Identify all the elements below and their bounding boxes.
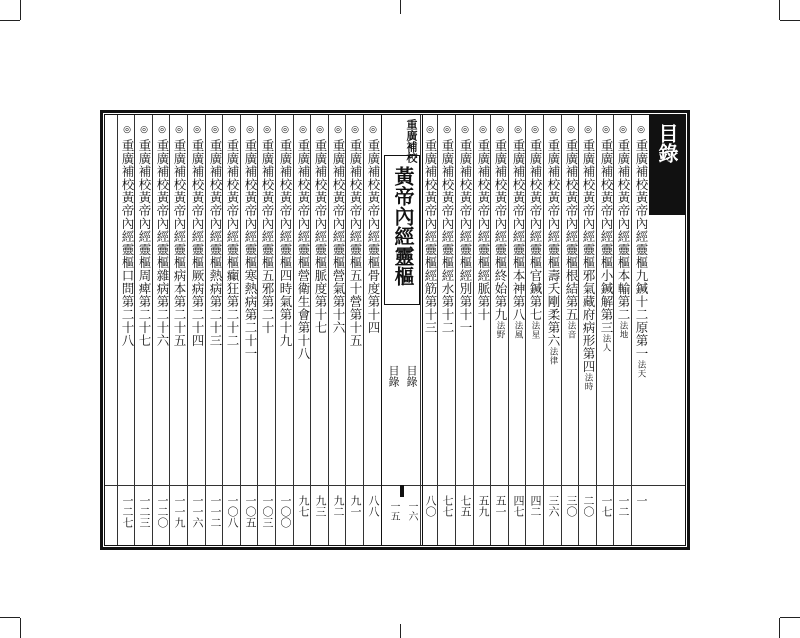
bullet-icon: ◎ [602, 125, 610, 135]
toc-entry[interactable] [257, 115, 275, 546]
toc-entry-title-group [277, 139, 293, 347]
toc-entry[interactable] [363, 115, 381, 546]
toc-entry-title: 重廣補校黃帝內經靈樞壽夭剛柔第六 [546, 139, 561, 347]
center-spine-column [381, 115, 423, 546]
toc-entry[interactable] [525, 115, 543, 546]
toc-entry-note: 法風 [513, 321, 523, 339]
crop-mark [780, 20, 800, 21]
toc-entry-title: 重廣補校黃帝內經靈樞九鍼十二原第一 [634, 139, 649, 360]
toc-entry-note: 法天 [636, 360, 646, 378]
center-page-numbers [384, 501, 420, 531]
toc-entry-title: 重廣補校黃帝內經靈樞小鍼解第三 [599, 139, 614, 334]
toc-entry-page: 一二〇 [156, 495, 169, 528]
toc-entry-page: 八〇 [424, 495, 437, 517]
toc-entry-page: 一二七 [121, 495, 134, 528]
toc-entry-page: 四七 [512, 495, 525, 517]
toc-entry-title: 重廣補校黃帝內經靈樞根結第五 [564, 139, 579, 321]
toc-entry-note: 法野 [495, 321, 505, 339]
toc-entry-title: 重廣補校黃帝內經靈樞五邪第二十 [260, 139, 275, 334]
toc-entry-title-group [154, 139, 170, 347]
toc-entry-title-group [492, 139, 508, 339]
toc-entry-page: 三〇 [565, 495, 578, 517]
toc-entry-note: 法律 [548, 347, 558, 365]
crop-mark [20, 618, 21, 638]
section-label-right: 目錄 [387, 365, 400, 387]
toc-entry-title-group [475, 139, 491, 321]
toc-entry[interactable] [240, 115, 258, 546]
toc-entry-page: 一一九 [173, 495, 186, 528]
bullet-icon: ◎ [637, 125, 645, 135]
bullet-icon: ◎ [461, 125, 469, 135]
bullet-icon: ◎ [584, 125, 592, 135]
toc-entry-title-group [295, 139, 311, 360]
toc-entry[interactable] [205, 115, 223, 546]
toc-entry-title-group [563, 139, 579, 339]
toc-entry[interactable] [134, 115, 152, 546]
series-label: 重廣補校 [405, 119, 418, 163]
toc-entry-page: 七五 [459, 495, 472, 517]
toc-entry[interactable] [473, 115, 491, 546]
toc-entry-note: 法時 [583, 373, 593, 391]
crop-mark [0, 617, 20, 618]
toc-entry-title-group [189, 139, 205, 347]
crop-mark [400, 0, 401, 14]
toc-entry-title: 重廣補校黃帝內經靈樞營氣第十六 [331, 139, 346, 334]
toc-entry-page: 七七 [441, 495, 454, 517]
toc-entry-page: 一一六 [191, 495, 204, 528]
toc-entry-note: 法音 [566, 321, 576, 339]
toc-entry-title-group [422, 139, 438, 334]
crop-mark [780, 617, 800, 618]
toc-entry-title-group [242, 139, 258, 360]
toc-entry-title: 重廣補校黃帝內經靈樞邪氣藏府病形第四 [581, 139, 596, 373]
toc-entry-title-group [545, 139, 561, 365]
bullet-icon: ◎ [334, 125, 342, 135]
toc-entry[interactable] [169, 115, 187, 546]
toc-entry-note: 法星 [530, 321, 540, 339]
toc-entry-title-group [136, 139, 152, 347]
toc-heading-block [649, 115, 685, 215]
bullet-icon: ◎ [228, 125, 236, 135]
toc-entry-title: 重廣補校黃帝內經靈樞經水第十二 [440, 139, 455, 334]
toc-entry-title: 重廣補校黃帝內經靈樞厥病第二十四 [190, 139, 205, 347]
toc-entry-title-group [119, 139, 135, 347]
toc-entry-page: 一〇〇 [279, 495, 292, 528]
toc-entry-title: 重廣補校黃帝內經靈樞口問第二十八 [120, 139, 135, 347]
bullet-icon: ◎ [140, 125, 148, 135]
bullet-icon: ◎ [175, 125, 183, 135]
toc-entry-page: 一〇三 [261, 495, 274, 528]
toc-entry-page: 一七 [600, 495, 613, 517]
toc-entry-title: 重廣補校黃帝內經靈樞熱病第二十三 [208, 139, 223, 347]
toc-entry-title: 重廣補校黃帝內經靈樞本輸第二 [616, 139, 631, 321]
crop-mark [779, 618, 780, 638]
toc-entry-title: 重廣補校黃帝內經靈樞營衛生會第十八 [296, 139, 311, 360]
center-divider-mark [400, 485, 404, 497]
toc-entry[interactable] [631, 115, 649, 546]
toc-entry-title-group [312, 139, 328, 334]
bullet-icon: ◎ [193, 125, 201, 135]
toc-entry-title: 重廣補校黃帝內經靈樞終始第九 [493, 139, 508, 321]
bullet-icon: ◎ [351, 125, 359, 135]
toc-entry-title: 重廣補校黃帝內經靈樞癲狂第二十二 [225, 139, 240, 347]
toc-entry[interactable] [152, 115, 170, 546]
bullet-icon: ◎ [426, 125, 434, 135]
bullet-icon: ◎ [281, 125, 289, 135]
toc-entry-page: 五一 [494, 495, 507, 517]
toc-entry[interactable] [345, 115, 363, 546]
toc-entry-title-group [439, 139, 455, 334]
toc-entry-title-group [598, 139, 614, 352]
toc-entry[interactable] [275, 115, 293, 546]
toc-entry-title-group [347, 139, 363, 347]
toc-entry-page: 八八 [367, 495, 380, 517]
toc-entry-page: 一 [635, 495, 648, 506]
crop-mark [400, 624, 401, 638]
toc-entry[interactable] [578, 115, 596, 546]
toc-entry-page: 九二 [332, 495, 345, 517]
toc-entry-note: 法人 [601, 334, 611, 352]
toc-entry[interactable] [187, 115, 205, 546]
toc-entry-page: 四二 [529, 495, 542, 517]
toc-entry-title-group [259, 139, 275, 334]
toc-entry-page: 九三 [314, 495, 327, 517]
toc-entry-title: 重廣補校黃帝內經靈樞病本第二十五 [172, 139, 187, 347]
bullet-icon: ◎ [158, 125, 166, 135]
toc-entry-page: 一一二 [209, 495, 222, 528]
bullet-icon: ◎ [619, 125, 627, 135]
bullet-icon: ◎ [316, 125, 324, 135]
toc-entry-title-group [224, 139, 240, 347]
toc-entry[interactable] [420, 115, 438, 546]
toc-entry-title: 重廣補校黃帝內經靈樞脈度第十七 [313, 139, 328, 334]
toc-entry-page: 二〇 [582, 495, 595, 517]
bullet-icon: ◎ [514, 125, 522, 135]
book-title: 黃帝內經靈樞 [391, 166, 415, 286]
toc-panel [104, 114, 686, 546]
toc-entry-page: 九七 [297, 495, 310, 517]
toc-entry-page: 一〇五 [244, 495, 257, 528]
toc-entry-title: 重廣補校黃帝內經靈樞寒熱病第二十一 [243, 139, 258, 360]
toc-entry[interactable] [117, 115, 135, 546]
toc-entry-title-group [633, 139, 649, 378]
toc-entry-title-group [365, 139, 381, 334]
toc-entry[interactable] [293, 115, 311, 546]
toc-entry-title: 重廣補校黃帝內經靈樞經脈第十 [476, 139, 491, 321]
toc-entry-title: 重廣補校黃帝內經靈樞骨度第十四 [366, 139, 381, 334]
toc-entry-page: 一〇八 [226, 495, 239, 528]
toc-entry-title-group [207, 139, 223, 347]
bullet-icon: ◎ [496, 125, 504, 135]
toc-entry-title-group [580, 139, 596, 391]
bullet-icon: ◎ [299, 125, 307, 135]
toc-entry[interactable] [613, 115, 631, 546]
toc-entry-title-group [457, 139, 473, 334]
toc-entry[interactable] [543, 115, 561, 546]
bullet-icon: ◎ [246, 125, 254, 135]
page-number-right: 一五 [388, 501, 399, 521]
section-label-left: 目錄 [405, 365, 418, 387]
toc-entry-page: 一二三 [138, 495, 151, 528]
crop-mark [0, 20, 20, 21]
bullet-icon: ◎ [531, 125, 539, 135]
toc-entry-title: 重廣補校黃帝內經靈樞官鍼第七 [528, 139, 543, 321]
bullet-icon: ◎ [443, 125, 451, 135]
toc-entry-title-group [510, 139, 526, 339]
toc-entry-title: 重廣補校黃帝內經靈樞經筋第十三 [423, 139, 438, 334]
toc-entry[interactable] [310, 115, 328, 546]
page-number-left: 一六 [406, 501, 417, 521]
bullet-icon: ◎ [211, 125, 219, 135]
toc-entry-title-group [330, 139, 346, 334]
toc-entry-title-group [527, 139, 543, 339]
toc-entry-title: 重廣補校黃帝內經靈樞雜病第二十六 [155, 139, 170, 347]
crop-mark [779, 0, 780, 20]
toc-entry-title: 重廣補校黃帝內經靈樞本神第八 [511, 139, 526, 321]
toc-entry-page: 一二 [617, 495, 630, 517]
bullet-icon: ◎ [263, 125, 271, 135]
toc-entry[interactable] [561, 115, 579, 546]
bullet-icon: ◎ [369, 125, 377, 135]
section-label [384, 365, 420, 387]
toc-entry-page: 九一 [349, 495, 362, 517]
toc-entry-title-group [171, 139, 187, 347]
toc-entry[interactable] [596, 115, 614, 546]
toc-entry[interactable] [437, 115, 455, 546]
bullet-icon: ◎ [549, 125, 557, 135]
toc-entry-title: 重廣補校黃帝內經靈樞經別第十一 [458, 139, 473, 334]
toc-heading: 目錄 [655, 123, 679, 163]
bullet-icon: ◎ [479, 125, 487, 135]
crop-mark [20, 0, 21, 20]
toc-entry[interactable] [490, 115, 508, 546]
toc-entry[interactable] [222, 115, 240, 546]
toc-entry-title: 重廣補校黃帝內經靈樞周痺第二十七 [137, 139, 152, 347]
toc-entry-note: 法地 [618, 321, 628, 339]
bullet-icon: ◎ [123, 125, 131, 135]
toc-entry[interactable] [508, 115, 526, 546]
bullet-icon: ◎ [567, 125, 575, 135]
toc-entry[interactable] [328, 115, 346, 546]
toc-entry-title: 重廣補校黃帝內經靈樞四時氣第十九 [278, 139, 293, 347]
toc-entry-title: 重廣補校黃帝內經靈樞五十營第十五 [348, 139, 363, 347]
toc-entry-page: 五九 [477, 495, 490, 517]
toc-entry[interactable] [455, 115, 473, 546]
toc-entry-title-group [615, 139, 631, 339]
toc-entry-page: 三六 [547, 495, 560, 517]
book-title-box [384, 155, 420, 305]
